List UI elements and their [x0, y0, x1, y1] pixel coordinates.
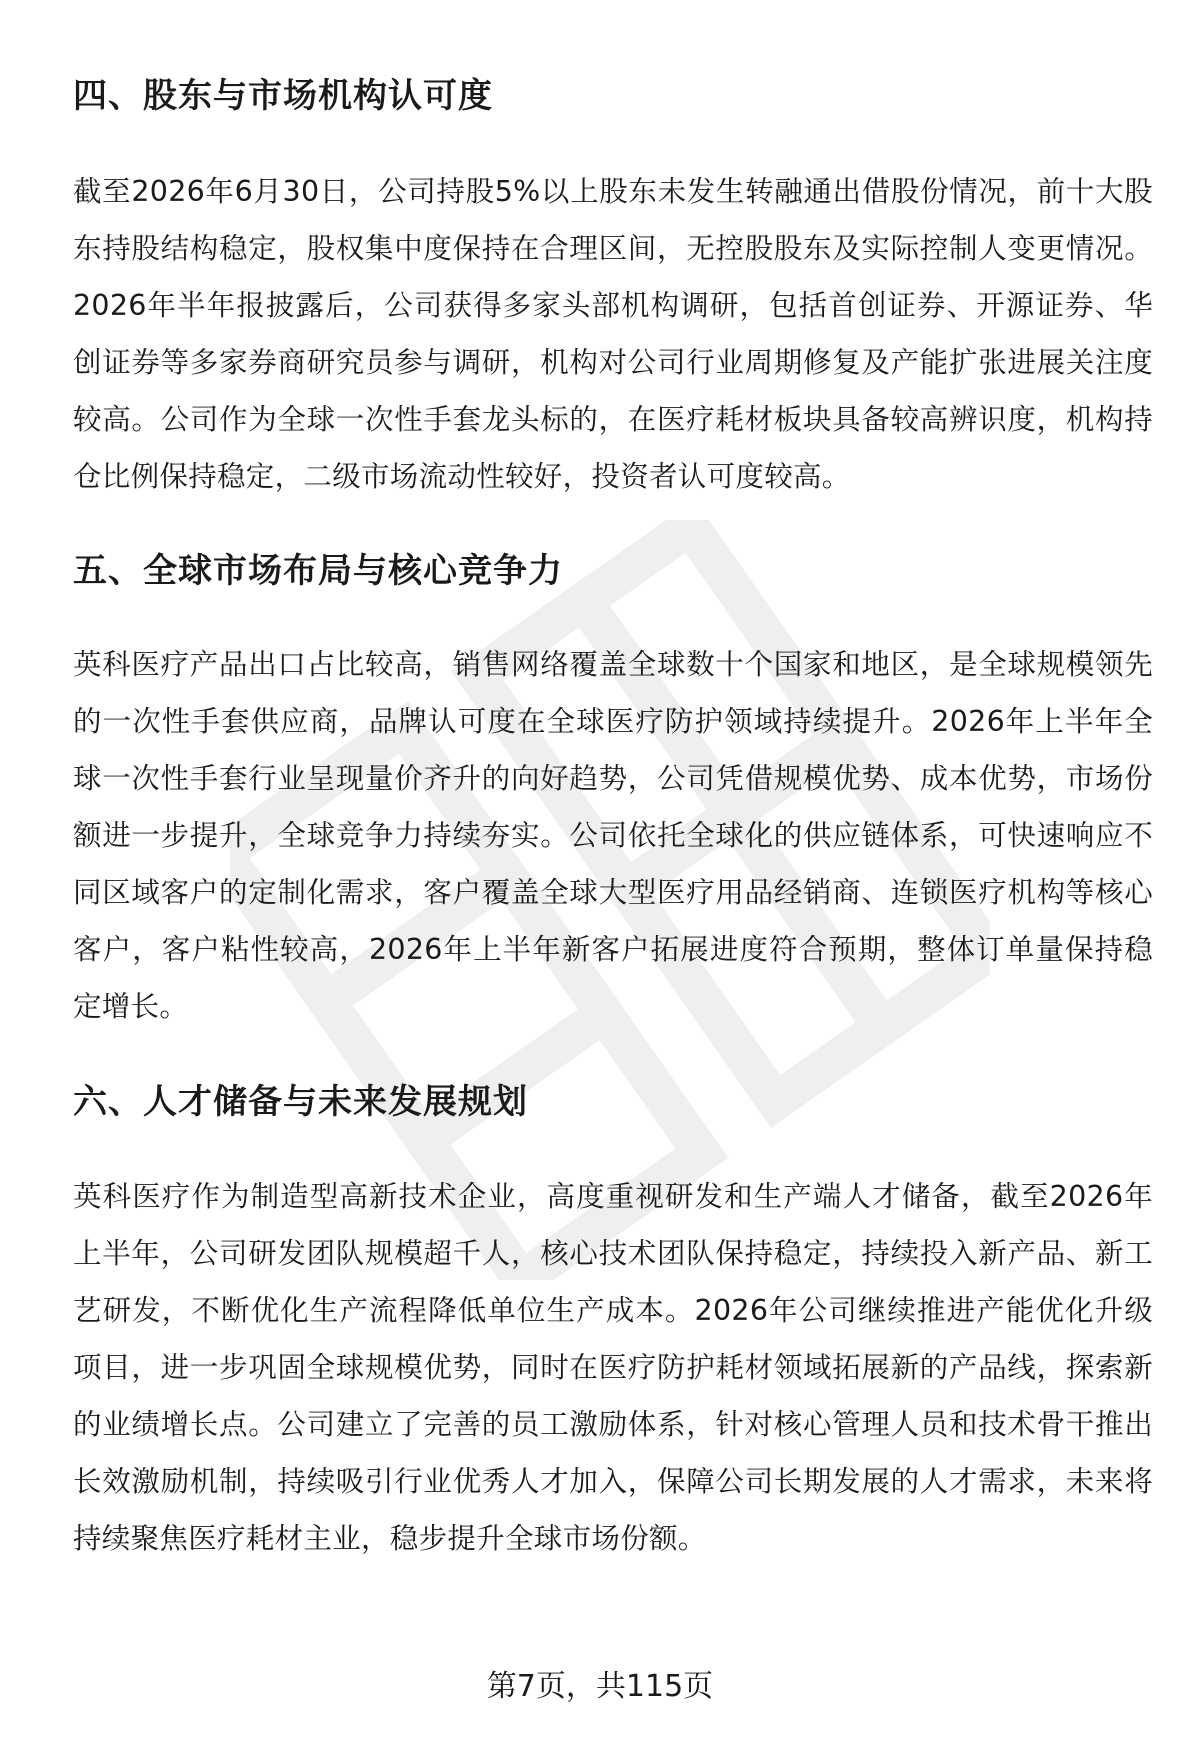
page-number-footer: 第7页，共115页	[486, 1669, 714, 1704]
section-title-shareholders: 四、股东与市场机构认可度	[73, 76, 493, 116]
section-title-global-market: 五、全球市场布局与核心竞争力	[73, 551, 563, 591]
section-body-talent-planning: 英科医疗作为制造型高新技术企业，高度重视研发和生产端人才储备，截至2026年上半年，公司研发团队规模超千人，核心技术团队保持稳定，持续投入新产品、新工艺研发，不断优化生产流程降低单位生产成本。2026年公司继续推进产能优化升级项目，进一步巩固全球规模优势，同时在医疗防护耗材领域拓展新的产品线，探索新的业绩增长点。公司建立了完善的员工激励体系，针对核心管理人员和技术骨干推出长效激励机制，持续吸引行业优秀人才加入，保障公司长期发展的人才需求，未来将持续聚焦医疗耗材主业，稳步提升全球市场份额。	[73, 1180, 1153, 1555]
section-body-shareholders: 截至2026年6月30日，公司持股5%以上股东未发生转融通出借股份情况，前十大股东持股结构稳定，股权集中度保持在合理区间，无控股股东及实际控制人变更情况。2026年半年报披露后，公司获得多家头部机构调研，包括首创证券、开源证券、华创证券等多家券商研究员参与调研，机构对公司行业周期修复及产能扩张进展关注度较高。公司作为全球一次性手套龙头标的，在医疗耗材板块具备较高辨识度，机构持仓比例保持稳定，二级市场流动性较好，投资者认可度较高。	[73, 175, 1153, 493]
document-content	[73, 68, 1153, 1567]
section-title-talent-planning: 六、人才储备与未来发展规划	[73, 1082, 528, 1122]
section-body-global-market: 英科医疗产品出口占比较高，销售网络覆盖全球数十个国家和地区，是全球规模领先的一次性手套供应商，品牌认可度在全球医疗防护领域持续提升。2026年上半年全球一次性手套行业呈现量价齐升的向好趋势，公司凭借规模优势、成本优势，市场份额进一步提升，全球竞争力持续夯实。公司依托全球化的供应链体系，可快速响应不同区域客户的定制化需求，客户覆盖全球大型医疗用品经销商、连锁医疗机构等核心客户，客户粘性较高，2026年上半年新客户拓展进度符合预期，整体订单量保持稳定增长。	[73, 648, 1153, 1023]
